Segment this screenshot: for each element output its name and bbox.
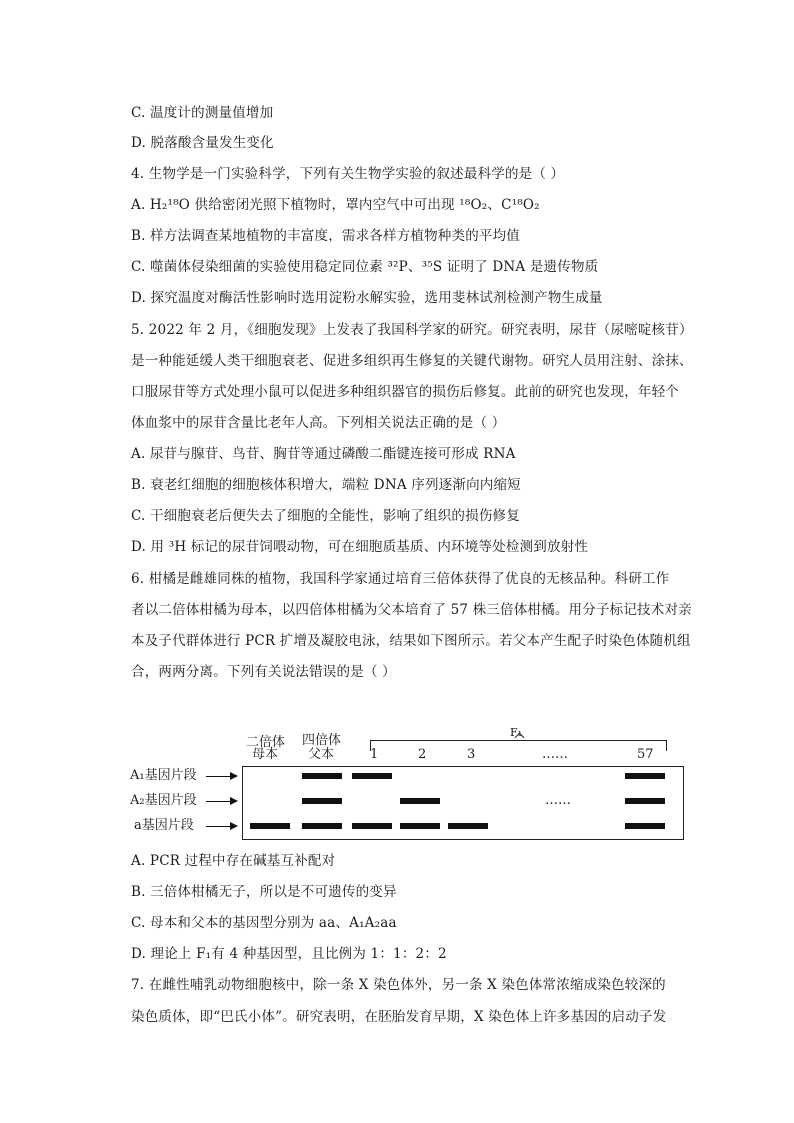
f1-col-ellipsis: …… [542,747,568,762]
question-6-stem-4: 合，两两分离。下列有关说法错误的是（ ） [131,664,396,680]
band-mother-a [250,823,290,829]
option-c-q4: C. 噬菌体侵染细菌的实验使用稳定同位素 ³²P、³⁵S 证明了 DNA 是遗传物质 [131,259,599,275]
f1-label: F₁ [510,726,523,739]
option-c-q5: C. 干细胞衰老后便失去了细胞的全能性，影响了组织的损伤修复 [131,508,520,524]
band-father-a2 [302,798,342,804]
row-label-a2: A₂基因片段 [130,793,197,808]
option-d-q3: D. 脱落酸含量发生变化 [131,135,274,151]
band-f1-57-a [625,823,665,829]
f1-col-2: 2 [418,747,427,762]
band-f1-2-a [400,823,440,829]
option-c-q6: C. 母本和父本的基因型分别为 aa、A₁A₂aa [131,915,397,931]
arrow-a1 [206,776,236,777]
col-label-father: 父本 [308,747,335,762]
question-6-stem-2: 者以二倍体柑橘为母本，以四倍体柑橘为父本培育了 57 株三倍体柑橘。用分子标记技术对亲 [131,602,692,618]
option-c-q3: C. 温度计的测量值增加 [131,105,274,121]
option-d-q4: D. 探究温度对酶活性影响时选用淀粉水解实验，选用斐林试剂检测产物生成量 [131,290,603,306]
option-a-q6: A. PCR 过程中存在碱基互补配对 [131,853,336,869]
band-father-a [302,823,342,829]
band-f1-1-a1 [352,773,392,779]
row-ellipsis: …… [545,793,571,808]
question-5-stem-1: 5. 2022 年 2 月，《细胞发现》上发表了我国科学家的研究。研究表明，尿苷（尿嘧啶核苷） [131,322,693,338]
option-b-q4: B. 样方法调查某地植物的丰富度，需求各样方植物种类的平均值 [131,228,521,244]
band-f1-57-a2 [625,798,665,804]
option-b-q6: B. 三倍体柑橘无子，所以是不可遗传的变异 [131,884,397,900]
f1-col-3: 3 [467,747,476,762]
row-label-a1: A₁基因片段 [130,768,197,783]
row-label-a: a基因片段 [134,818,194,833]
question-6-stem-3: 本及子代群体进行 PCR 扩增及凝胶电泳，结果如下图所示。若父本产生配子时染色体随机组 [131,633,691,649]
f1-col-1: 1 [370,747,379,762]
question-5-stem-4: 体血浆中的尿苷含量比老年人高。下列相关说法正确的是（ ） [131,415,506,431]
question-7-stem-2: 染色质体，即“巴氏小体”。研究表明，在胚胎发育早期，X 染色体上许多基因的启动子发 [131,1009,667,1025]
question-6-stem-1: 6. 柑橘是雌雄同株的植物，我国科学家通过培育三倍体获得了优良的无核品种。科研工作 [131,571,670,587]
band-f1-1-a [352,823,392,829]
option-a-q4: A. H₂¹⁸O 供给密闭光照下植物时，罩内空气中可出现 ¹⁸O₂、C¹⁸O₂ [131,197,540,213]
f1-col-57: 57 [637,747,654,762]
question-5-stem-3: 口服尿苷等方式处理小鼠可以促进多种组织器官的损伤后修复。此前的研究也发现，年轻个 [131,384,679,400]
arrow-a [206,826,236,827]
band-f1-2-a2 [400,798,440,804]
option-b-q5: B. 衰老红细胞的细胞核体积增大，端粒 DNA 序列逐渐向内缩短 [131,477,521,493]
band-father-a1 [302,773,342,779]
col-label-diploid: 二倍体 [246,735,286,750]
col-label-tetraploid: 四倍体 [302,733,342,748]
band-f1-57-a1 [625,773,665,779]
option-a-q5: A. 尿苷与腺苷、鸟苷、胸苷等通过磷酸二酯键连接可形成 RNA [131,446,516,462]
col-label-mother: 母本 [252,747,279,762]
question-5-stem-2: 是一种能延缓人类干细胞衰老、促进多组织再生修复的关键代谢物。研究人员用注射、涂抹、 [131,353,693,369]
question-7-stem-1: 7. 在雌性哺乳动物细胞核中，除一条 X 染色体外，另一条 X 染色体常浓缩成染色较深的 [131,977,666,993]
band-f1-3-a [448,823,488,829]
option-d-q6: D. 理论上 F₁有 4 种基因型，且比例为 1：1：2：2 [131,946,447,962]
arrow-a2 [206,801,236,802]
electrophoresis-figure [130,728,690,846]
option-d-q5: D. 用 ³H 标记的尿苷饲喂动物，可在细胞质基质、内环境等处检测到放射性 [131,539,589,555]
question-4-stem: 4. 生物学是一门实验科学，下列有关生物学实验的叙述最科学的是（ ） [131,166,565,182]
